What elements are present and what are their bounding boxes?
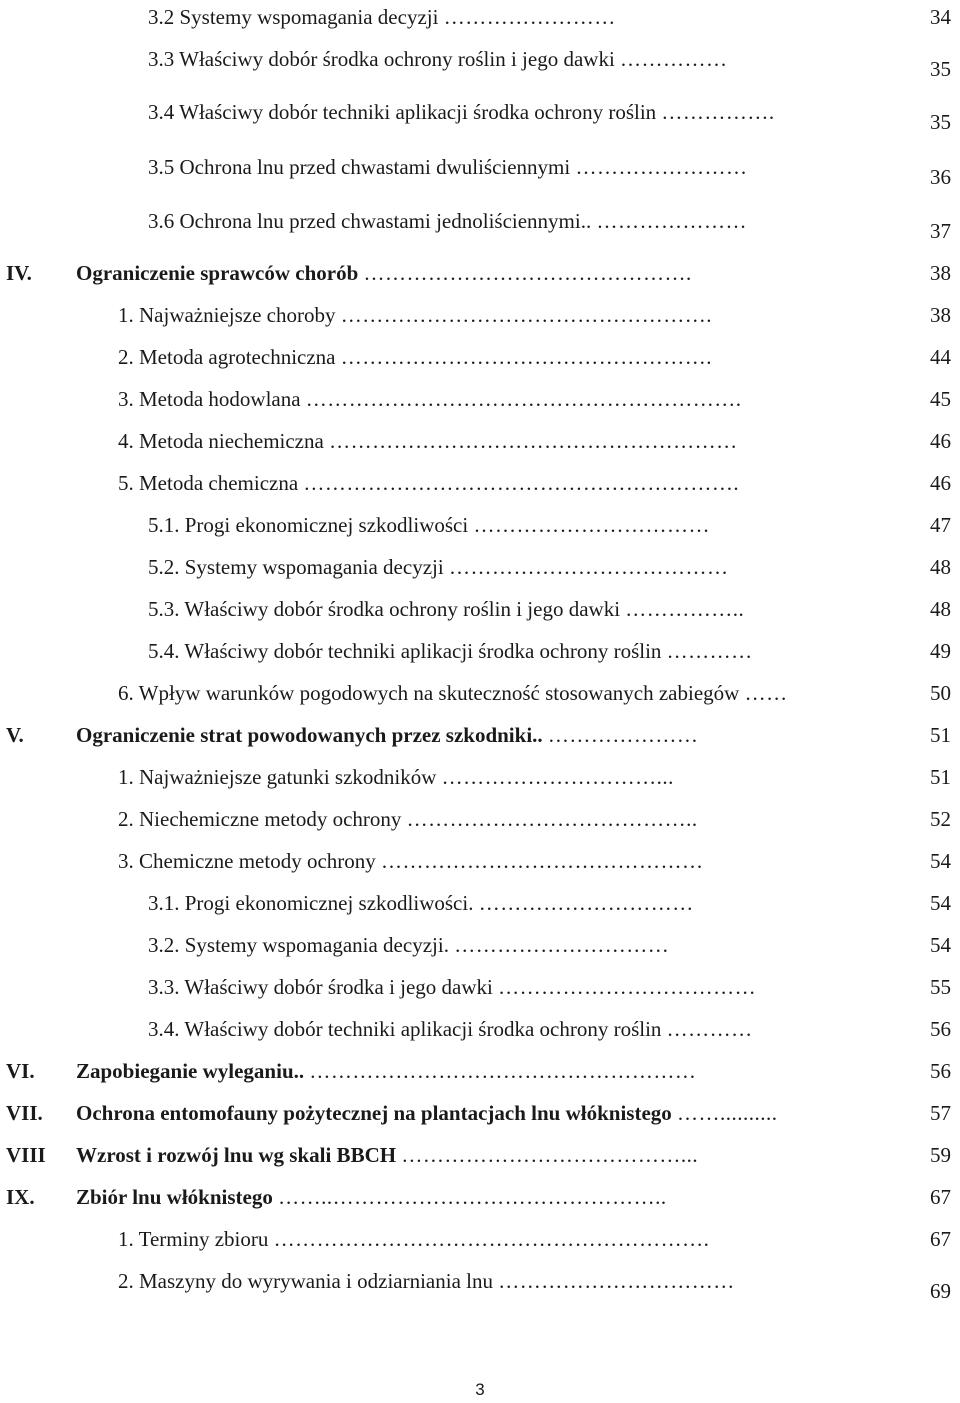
toc-entry-title	[118, 1264, 735, 1298]
toc-entry	[0, 204, 960, 243]
toc-entry-title	[148, 42, 728, 76]
toc-entry	[0, 760, 960, 794]
toc-page-number: 38	[930, 261, 951, 285]
toc-entry-label: Zbiór lnu włóknistego	[76, 1185, 273, 1209]
toc-entry	[0, 1096, 960, 1130]
toc-page-number: 59	[930, 1143, 951, 1167]
toc-entry	[0, 802, 960, 836]
toc-entry-label: 3.2 Systemy wspomagania decyzji	[148, 5, 439, 29]
toc-leader-dots: …………………………………………….	[340, 303, 712, 327]
toc-leader-dots: ……	[744, 681, 788, 705]
toc-leader-dots: ……………………	[443, 5, 616, 29]
toc-page-number: 67	[930, 1227, 951, 1251]
toc-entry	[0, 1222, 960, 1256]
toc-entry-title	[118, 1222, 709, 1256]
toc-entry-label: 3.3 Właściwy dobór środka ochrony roślin i jego dawki	[148, 47, 615, 71]
toc-leader-dots: …………………………………..	[406, 807, 698, 831]
toc-entry-label: Zapobieganie wyleganiu..	[76, 1059, 305, 1083]
toc-page-number: 44	[930, 345, 951, 369]
chapter-numeral: VI.	[6, 1059, 35, 1083]
toc-entry	[0, 256, 960, 290]
toc-page-number: 47	[930, 513, 951, 537]
toc-entry-label: 3.3. Właściwy dobór środka i jego dawki	[148, 975, 493, 999]
toc-entry	[0, 844, 960, 878]
page-number-footer: 3	[475, 1380, 485, 1399]
toc-page-number: 49	[930, 639, 951, 663]
toc-leader-dots: …………………………	[478, 891, 694, 915]
toc-leader-dots: ……………………………………….	[363, 261, 692, 285]
toc-entry	[0, 466, 960, 500]
toc-leader-dots: ……………	[620, 47, 728, 71]
toc-page-number: 55	[930, 975, 951, 999]
toc-entry-title	[148, 550, 728, 584]
toc-entry-label: Ograniczenie strat powodowanych przez szkodniki..	[76, 723, 543, 747]
toc-entry-label: 3.2. Systemy wspomagania decyzji.	[148, 933, 449, 957]
toc-leader-dots: ……………………	[575, 155, 748, 179]
toc-entry	[0, 634, 960, 668]
toc-entry-title	[148, 150, 747, 184]
toc-entry-title	[76, 256, 692, 290]
toc-leader-dots: …………………………………………………….	[303, 471, 740, 495]
toc-entry-label: 3.4. Właściwy dobór techniki aplikacji środka ochrony roślin	[148, 1017, 662, 1041]
toc-leader-dots: …………………………………	[448, 555, 729, 579]
toc-page-number: 38	[930, 303, 951, 327]
toc-entry-label: 4. Metoda niechemiczna	[118, 429, 324, 453]
toc-entry	[0, 592, 960, 626]
toc-entry-title	[76, 1054, 696, 1088]
toc-entry	[0, 382, 960, 416]
chapter-numeral: VIII	[6, 1143, 46, 1167]
toc-entry	[0, 1138, 960, 1172]
toc-entry	[0, 340, 960, 374]
toc-page-number: 51	[930, 723, 951, 747]
toc-leader-dots: …………………………………………….	[340, 345, 712, 369]
toc-entry	[0, 1012, 960, 1046]
toc-entry-label: Ochrona entomofauny pożytecznej na plantacjach lnu włóknistego	[76, 1101, 672, 1125]
chapter-numeral: IX.	[6, 1185, 35, 1209]
toc-entry-title	[148, 1012, 753, 1046]
toc-entry-title	[118, 382, 742, 416]
toc-entry-title	[118, 676, 788, 710]
toc-entry	[0, 1054, 960, 1088]
toc-page-number: 51	[930, 765, 951, 789]
toc-entry	[0, 550, 960, 584]
toc-leader-dots: ………………………………………………	[309, 1059, 697, 1083]
toc-entry-label: Ograniczenie sprawców chorób	[76, 261, 359, 285]
toc-page-number: 52	[930, 807, 951, 831]
toc-page-number: 46	[930, 429, 951, 453]
toc-entry-title	[148, 970, 756, 1004]
toc-entry-title	[148, 634, 753, 668]
toc-entry-title	[76, 1138, 698, 1172]
chapter-numeral: VII.	[6, 1101, 43, 1125]
toc-entry-title	[76, 1180, 667, 1214]
toc-entry	[0, 150, 960, 189]
toc-leader-dots: ………………………………	[498, 975, 757, 999]
toc-leader-dots: ……………..	[625, 597, 745, 621]
toc-entry-label: 3. Metoda hodowlana	[118, 387, 301, 411]
toc-entry-title	[118, 298, 712, 332]
toc-entry	[0, 298, 960, 332]
toc-entry	[0, 970, 960, 1004]
toc-entry-label: 5.2. Systemy wspomagania decyzji	[148, 555, 444, 579]
toc-entry-title	[76, 718, 698, 752]
toc-leader-dots: ……………………………	[498, 1269, 735, 1293]
toc-entry	[0, 676, 960, 710]
toc-entry	[0, 508, 960, 542]
toc-page-number: 45	[930, 387, 951, 411]
toc-entry-label: 1. Terminy zbioru	[118, 1227, 269, 1251]
toc-entry-label: 2. Niechemiczne metody ochrony	[118, 807, 402, 831]
toc-leader-dots: …………….	[661, 100, 775, 124]
toc-page-number: 37	[930, 219, 951, 243]
toc-entry-label: 2. Maszyny do wyrywania i odziarniania lnu	[118, 1269, 493, 1293]
toc-leader-dots: …………………………………………………	[329, 429, 738, 453]
toc-entry-title	[148, 886, 694, 920]
toc-entry-label: 5.1. Progi ekonomicznej szkodliwości	[148, 513, 469, 537]
toc-entry-label: 3.4 Właściwy dobór techniki aplikacji środka ochrony roślin	[148, 100, 657, 124]
toc-leader-dots: …………………………………...	[401, 1143, 699, 1167]
toc-leader-dots: …………………………	[454, 933, 670, 957]
toc-entry-title	[148, 592, 744, 626]
toc-entry-label: 5.4. Właściwy dobór techniki aplikacji środka ochrony roślin	[148, 639, 662, 663]
toc-entry-title	[118, 844, 704, 878]
toc-entry-label: 3. Chemiczne metody ochrony	[118, 849, 376, 873]
toc-page-number: 48	[930, 597, 951, 621]
toc-entry	[0, 1180, 960, 1214]
toc-entry-label: 2. Metoda agrotechniczna	[118, 345, 336, 369]
toc-leader-dots: …………………………………………………….	[305, 387, 742, 411]
toc-entry-label: 5. Metoda chemiczna	[118, 471, 299, 495]
toc-leader-dots: …………………	[547, 723, 699, 747]
toc-leader-dots: ………………………………………	[381, 849, 704, 873]
toc-entry-title	[118, 340, 712, 374]
toc-entry	[0, 95, 960, 134]
toc-entry-label: Wzrost i rozwój lnu wg skali BBCH	[76, 1143, 397, 1167]
toc-leader-dots: …………	[666, 639, 753, 663]
toc-entry-title	[148, 95, 775, 129]
toc-entry-label: 3.6 Ochrona lnu przed chwastami jednoliściennymi..	[148, 209, 592, 233]
toc-entry-label: 1. Najważniejsze gatunki szkodników	[118, 765, 437, 789]
toc-page-number: 54	[930, 891, 951, 915]
toc-entry-title	[76, 1096, 778, 1130]
toc-entry	[0, 928, 960, 962]
toc-entry-label: 5.3. Właściwy dobór środka ochrony roślin i jego dawki	[148, 597, 621, 621]
toc-page-number: 48	[930, 555, 951, 579]
toc-entry	[0, 424, 960, 458]
toc-page-number: 54	[930, 849, 951, 873]
toc-entry-label: 6. Wpływ warunków pogodowych na skuteczność stosowanych zabiegów	[118, 681, 740, 705]
toc-page-number: 35	[930, 57, 951, 81]
toc-page-number: 69	[930, 1279, 951, 1303]
toc-page-number: 54	[930, 933, 951, 957]
toc-leader-dots: …………………	[596, 209, 747, 233]
toc-entry-title	[118, 466, 739, 500]
toc-entry	[0, 42, 960, 81]
toc-leader-dots: …………………………………………………….	[273, 1227, 710, 1251]
toc-page-number: 50	[930, 681, 951, 705]
toc-entry-title	[118, 760, 674, 794]
toc-entry	[0, 886, 960, 920]
toc-page-number: 46	[930, 471, 951, 495]
toc-leader-dots: ……..………………………………………..	[278, 1185, 667, 1209]
toc-entry-title	[148, 508, 710, 542]
toc-leader-dots: ……..........	[677, 1101, 778, 1125]
toc-entry-label: 3.1. Progi ekonomicznej szkodliwości.	[148, 891, 474, 915]
toc-page-number: 56	[930, 1017, 951, 1041]
toc-entry-title	[148, 928, 669, 962]
toc-entry-title	[148, 0, 616, 34]
toc-leader-dots: ……………………………	[473, 513, 710, 537]
toc-leader-dots: …………	[666, 1017, 753, 1041]
toc-entry	[0, 1264, 960, 1303]
toc-page-number: 34	[930, 5, 951, 29]
toc-entry-label: 3.5 Ochrona lnu przed chwastami dwuliściennymi	[148, 155, 571, 179]
chapter-numeral: IV.	[6, 261, 32, 285]
toc-page-number: 35	[930, 110, 951, 134]
toc-page-number: 57	[930, 1101, 951, 1125]
chapter-numeral: V.	[6, 723, 24, 747]
toc-entry-title	[118, 424, 738, 458]
toc-page-number: 67	[930, 1185, 951, 1209]
toc-page-number: 56	[930, 1059, 951, 1083]
toc-entry-label: 1. Najważniejsze choroby	[118, 303, 336, 327]
toc-page-number: 36	[930, 165, 951, 189]
toc-entry-title	[118, 802, 698, 836]
toc-entry-title	[148, 204, 747, 238]
toc-entry	[0, 0, 960, 34]
toc-leader-dots: …………………………...	[441, 765, 674, 789]
toc-entry	[0, 718, 960, 752]
